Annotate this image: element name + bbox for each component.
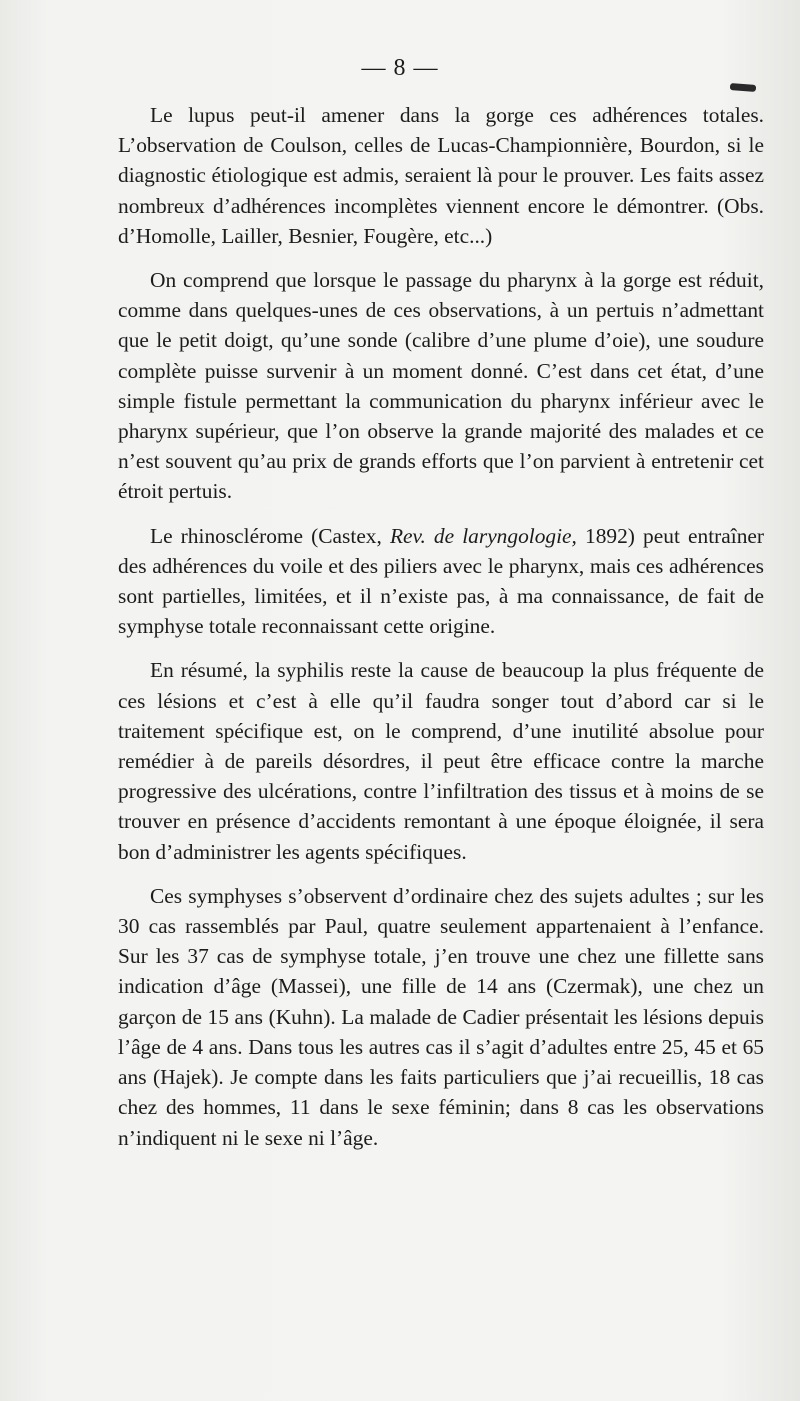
paragraph-rhinosclerome-start: Le rhinosclérome (Castex, — [150, 523, 390, 548]
body-text — [118, 100, 764, 1153]
ink-mark — [730, 83, 756, 92]
paragraph-pharynx-passage: On comprend que lorsque le passage du pharynx à la gorge est réduit, comme dans quelques-unes de ces observations, à un pertuis n’admettant que le petit doigt, qu’une sonde (calibre d’une plume d’oie), une soudure complète puisse survenir à un moment donné. C’est dans cet état, d’une simple fistule permettant la communication du pharynx inférieur avec le pharynx supérieur, que l’on observe la grande majorité des malades et ce n’est souvent qu’au prix de grands efforts que l’on parvient à entretenir cet étroit pertuis. — [118, 268, 764, 504]
paragraph-resume-syphilis: En résumé, la syphilis reste la cause de beaucoup la plus fréquente de ces lésions et c’est à elle qu’il faudra songer tout d’abord car si le traitement spécifique est, on le comprend, d’une inutilité absolue pour remédier à de pareils désordres, il peut être efficace contre la marche progressive des ulcérations, contre l’infiltration des tissus et à moins de se trouver en présence d’accidents remontant à une époque éloignée, il sera bon d’administrer les agents spécifiques. — [118, 658, 764, 864]
paragraph-rhinosclerome-end: 1892) peut entraîner des adhérences du voile et des piliers avec le pharynx, mais ces adhérences sont partielles, limitées, et il n’existe pas, à ma connaissance, de fait de symphyse totale reconnaissant cette origine. — [118, 523, 765, 639]
paragraph-lupus: Le lupus peut-il amener dans la gorge ces adhérences totales. L’observation de Coulson, celles de Lucas-Championnière, Bourdon, si le diagnostic étiologique est admis, seraient là pour le prouver. Les faits assez nombreux d’adhérences incomplètes viennent encore le démontrer. (Obs. d’Homolle, Lailler, Besnier, Fougère, etc...) — [118, 103, 764, 248]
page-number: — 8 — — [361, 55, 439, 81]
journal-title: Rev. de laryngologie, — [389, 523, 577, 548]
paragraph-symphyses-age: Ces symphyses s’observent d’ordinaire chez des sujets adultes ; sur les 30 cas rassemblés par Paul, quatre seulement appartenaient à l’enfance. Sur les 37 cas de symphyse totale, j’en trouve une chez une fillette sans indication d’âge (Massei), une fille de 14 ans (Czermak), une chez un garçon de 15 ans (Kuhn). La malade de Cadier présentait les lésions depuis l’âge de 4 ans. Dans tous les autres cas il s’agit d’adultes entre 25, 45 et 65 ans (Hajek). Je compte dans les faits particuliers que j’ai recueillis, 18 cas chez des hommes, 11 dans le sexe féminin; dans 8 cas les observations n’indiquent ni le sexe ni l’âge. — [118, 883, 764, 1150]
paragraph-rhinosclerome — [118, 521, 764, 642]
